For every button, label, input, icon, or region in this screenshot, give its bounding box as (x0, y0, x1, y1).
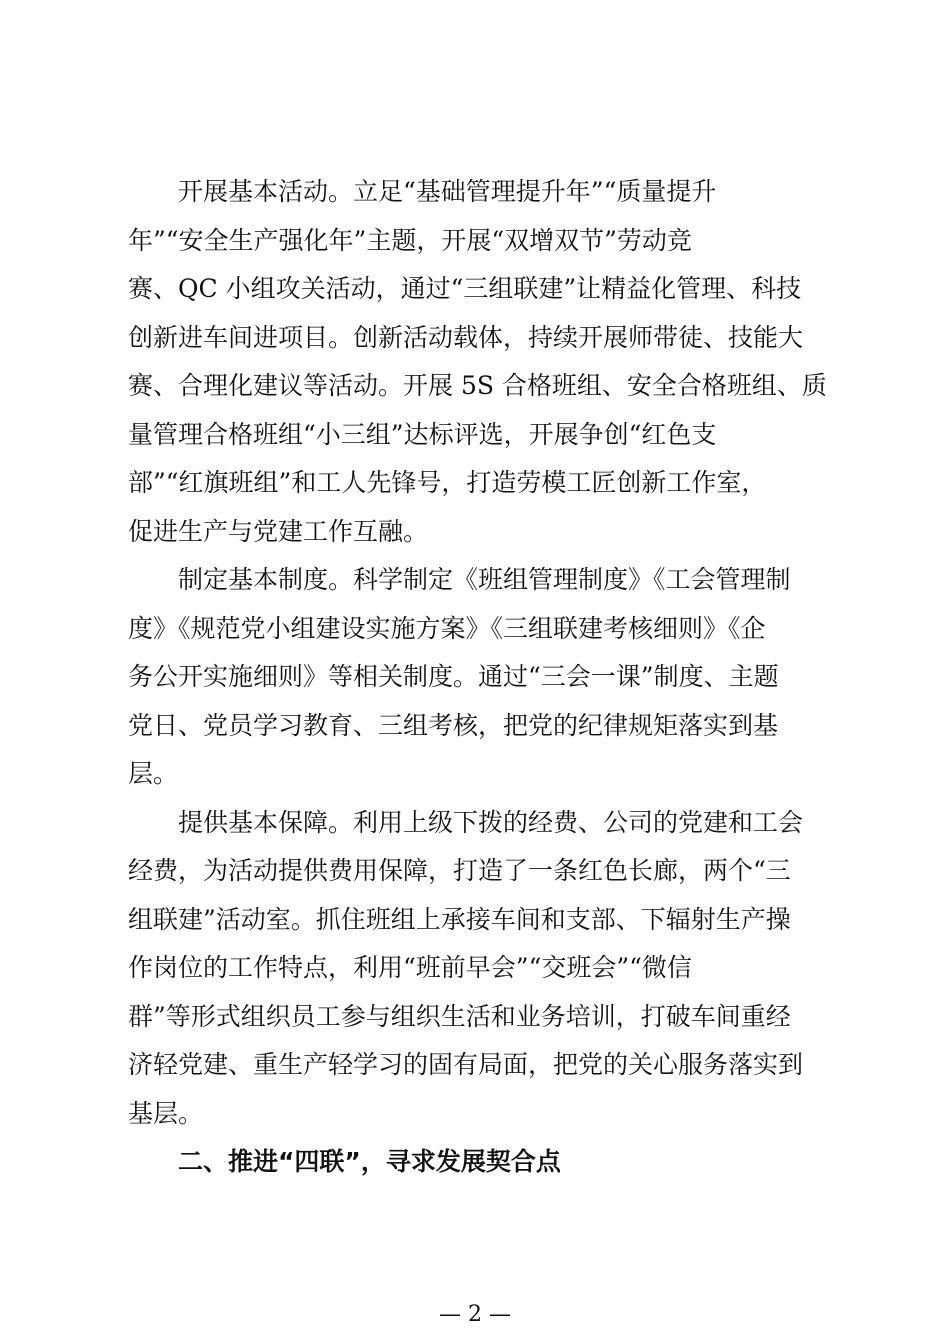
text-line: 促进生产与党建工作互融。 (128, 516, 429, 546)
text-line: 基层。 (128, 1098, 204, 1128)
text-line: 部”“红旗班组”和工人先锋号，打造劳模工匠创新工作室， (128, 468, 767, 497)
text-line: 度》《规范党小组建设实施方案》《三组联建考核细则》《企 (128, 613, 766, 643)
section-heading: 二、推进“四联”，寻求发展契合点 (178, 1147, 561, 1176)
text-line: 创新进车间进项目。创新活动载体，持续开展师带徒、技能大 (128, 322, 804, 352)
document-body (128, 168, 827, 1187)
paragraph-basic-support (128, 799, 824, 1139)
paragraph-basic-systems (128, 556, 824, 799)
text-line: 开展基本活动。立足“基础管理提升年”“质量提升 (178, 177, 717, 206)
text-line: 赛、合理化建议等活动。开展 5S 合格班组、安全合格班组、质 (128, 371, 827, 400)
text-line: 层。 (128, 759, 179, 788)
text-line: 量管理合格班组“小三组”达标评选，开展争创“红色支 (128, 419, 717, 449)
text-line: 济轻党建、重生产轻学习的固有局面，把党的关心服务落实到 (128, 1050, 804, 1079)
text-line: 经费，为活动提供费用保障，打造了一条红色长廊，两个“三 (128, 856, 791, 885)
text-line: 作岗位的工作特点，利用“班前早会”“交班会”“微信 (128, 953, 692, 982)
text-line: 组联建”活动室。抓住班组上承接车间和支部、下辐射生产操 (128, 904, 791, 934)
text-line: 务公开实施细则》等相关制度。通过“三会一课”制度、主题 (128, 662, 779, 691)
text-line: 提供基本保障。利用上级下拨的经费、公司的党建和工会 (178, 807, 804, 837)
text-line: 制定基本制度。科学制定《班组管理制度》《工会管理制 (178, 565, 791, 594)
paragraph-basic-activities (128, 168, 827, 556)
text-line: 年”“安全生产强化年”主题，开展“双增双节”劳动竞 (128, 225, 692, 255)
text-line: 党日、党员学习教育、三组考核，把党的纪律规矩落实到基 (128, 710, 779, 740)
text-line: 赛、QC 小组攻关活动，通过“三组联建”让精益化管理、科技 (128, 274, 802, 303)
text-line: 群”等形式组织员工参与组织生活和业务培训，打破车间重经 (128, 1001, 791, 1031)
page-number: — 2 — (439, 1302, 511, 1327)
